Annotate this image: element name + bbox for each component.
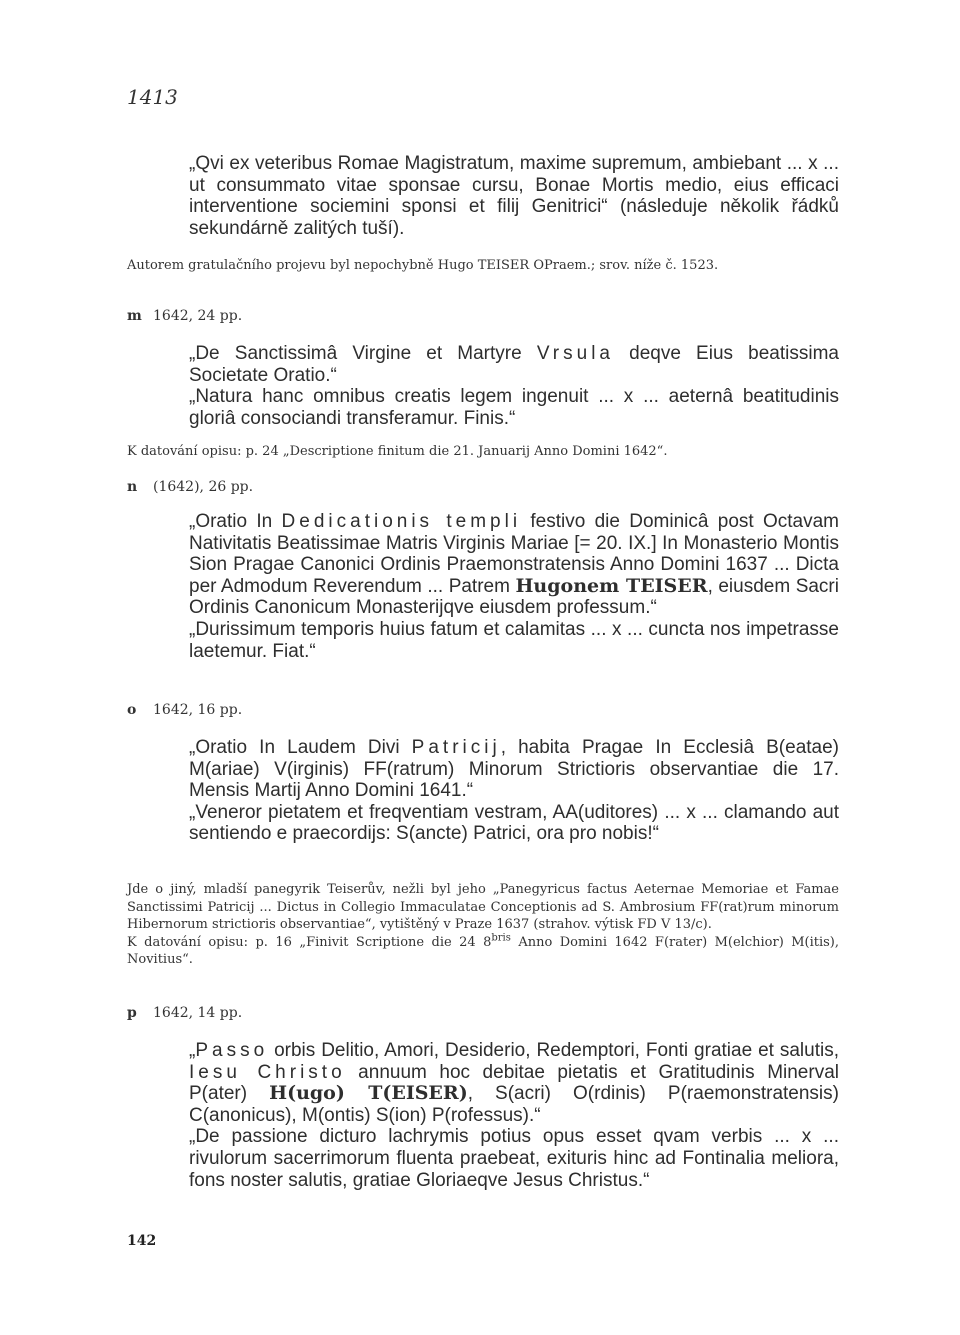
note-paragraph: K datování opisu: p. 16 „Finivit Scriptione die 24 $8^{bris}$ Anno Domini 1642 F(rater) M(elchior) M(itis), Novitius“.: [127, 932, 839, 967]
note-paragraph: Autorem gratulačního projevu byl nepochybně Hugo TEISER OPraem.; srov. níže č. 1523.: [127, 258, 719, 273]
entry-text-o: [189, 737, 839, 845]
entry-paragraph: „De passione dicturo lachrymis potius opus esset qvam verbis ... x ... rivulorum sacerrimorum fluenta praebeat, exituris hinc ad Fontinalia meliora, fons noster salutis, gratiae Gloriaeqve Jesus Christus.“: [189, 1126, 839, 1191]
item-p: [127, 1005, 242, 1021]
note-paragraph: Jde o jiný, mladší panegyrik Teiserův, nežli byl jeho „Panegyricus factus Aeternae Memoriae et Famae Sanctissimi Patricij ... Dictus in Collegio Immaculatae Conceptionis ad S. Ambrosium FF(rat)rum minorum Hibernorum strictioris observantiae“, vytištěný v Praze 1637 (strahov. výtisk FD V 13/c).: [127, 882, 839, 932]
item-letter: m: [127, 308, 142, 324]
item-n: [127, 479, 253, 495]
entry-text-l: [189, 153, 839, 239]
entry-text-n: [189, 511, 839, 662]
page-number-bottom: 142: [127, 1233, 157, 1249]
note-panegyric: [127, 881, 839, 969]
entry-paragraph: „Passo orbis Delitio, Amori, Desiderio, Redemptori, Fonti gratiae et salutis, Iesu Christo annuum hoc debitae pietatis et Gratitudinis Minerval P(ater) H(ugo) T(EISER), S(acri) O(rdinis) P(raemonstratensis) C(anonicus), M(ontis) S(ion) P(rofessus).“: [189, 1040, 839, 1126]
item-letter: o: [127, 702, 137, 718]
entry-paragraph: „Oratio In Dedicationis templi festivo die Dominicâ post Octavam Nativitatis Beatissimae Matris Virginis Mariae [= 20. IX.] In Monasterio Montis Sion Pragae Canonici Ordinis Praemonstratensis Anno Domini 1637 ... Dicta per Admodum Reverendum ... Patrem Hugonem TEISER, eiusdem Sacri Ordinis Canonicum Monasterijqve eiusdem professum.“: [189, 511, 839, 619]
item-o: [127, 702, 242, 718]
entry-paragraph: „Oratio In Laudem Divi Patricij, habita Pragae In Ecclesiâ B(eatae) M(ariae) V(irginis) FF(ratrum) Minorum Strictioris observantiae die 17. Mensis Martij Anno Domini 1641.“: [189, 737, 839, 802]
item-description: 1642, 14 pp.: [153, 1005, 243, 1021]
entry-text-p: [189, 1040, 839, 1191]
entry-paragraph: „Durissimum temporis huius fatum et calamitas ... x ... cuncta nos impetrasse laetemur. Fiat.“: [189, 618, 839, 662]
entry-paragraph: „De Sanctissimâ Virgine et Martyre Vrsula deqve Eius beatissima Societate Oratio.“: [189, 343, 839, 386]
item-m: [127, 308, 242, 324]
item-letter: n: [127, 479, 138, 495]
item-description: 1642, 16 pp.: [153, 702, 243, 718]
entry-paragraph: „Natura hanc omnibus creatis legem ingenuit ... x ... aeternâ beatitudinis gloriâ consociandi transferamur. Finis.“: [189, 386, 839, 429]
item-letter: p: [127, 1005, 137, 1021]
entry-paragraph: „Veneror pietatem et freqventiam vestram, AA(uditores) ... x ... clamando aut sentiendo e praecordijs: S(ancte) Patrici, ora pro nobis!“: [189, 801, 839, 845]
note-author: [127, 257, 839, 275]
page-number-top: 1413: [127, 85, 178, 109]
note-dating-m: [127, 443, 839, 461]
note-paragraph: K datování opisu: p. 24 „Descriptione finitum die 21. Januarij Anno Domini 1642“.: [127, 444, 668, 459]
item-description: 1642, 24 pp.: [153, 308, 243, 324]
item-description: (1642), 26 pp.: [153, 479, 254, 495]
entry-text-m: [189, 343, 839, 429]
entry-paragraph: „Qvi ex veteribus Romae Magistratum, maxime supremum, ambiebant ... x ... ut consummato vitae sponsae cursu, Bonae Mortis medio, eius efficaci interventione sociemini sponsi et filij Genitrici“ (následuje několik řádků sekundárně zalitých tuší).: [189, 153, 839, 239]
